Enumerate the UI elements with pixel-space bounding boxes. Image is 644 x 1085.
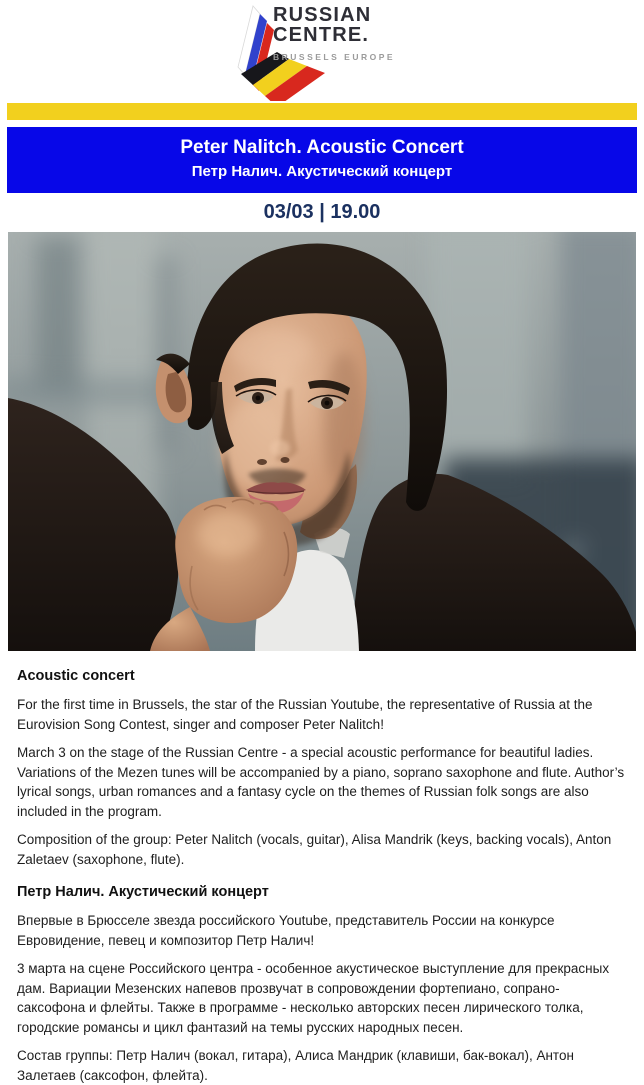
logo-subtitle: BRUSSELS EUROPE [273, 52, 396, 62]
description-ru [17, 882, 627, 1085]
logo-title-line1: RUSSIAN [273, 4, 372, 26]
heading-en: Acoustic concert [17, 668, 135, 684]
yellow-divider [7, 103, 637, 120]
paragraph-en-1: For the first time in Brussels, the star of the Russian Youtube, the representative of Russia at the Eurovision Song Contest, singer and composer Peter Nalitch! [17, 697, 593, 732]
paragraph-ru-2: 3 марта на сцене Российского центра - особенное акустическое выступление для прекрасных дам. Вариации Мезенских напевов прозвучат в сопровождении фортепиано, сопрано-саксофона и флейты. Также в программе - несколько авторских песен лирического толка, городские романсы и цикл фантазий на темы русских народных песен. [17, 961, 610, 1035]
logo-text [273, 6, 395, 62]
description-en [17, 666, 627, 869]
paragraph-ru-3: Состав группы: Петр Налич (вокал, гитара), Алиса Мандрик (клавиши, бак-вокал), Антон Залетаев (саксофон, флейта). [17, 1048, 574, 1083]
portrait-illustration [8, 232, 636, 651]
event-title-ru: Петр Налич. Акустический концерт [191, 163, 453, 180]
peter-nalitch-portrait-photo [8, 232, 636, 651]
heading-ru: Петр Налич. Акустический концерт [17, 884, 269, 900]
paragraph-en-3: Composition of the group: Peter Nalitch (vocals, guitar), Alisa Mandrik (keys, backing vocals), Anton Zaletaev (saxophone, flute). [17, 832, 612, 867]
event-description [0, 651, 644, 1085]
event-title-en: Peter Nalitch. Acoustic Concert [180, 137, 464, 158]
paragraph-en-2: March 3 on the stage of the Russian Centre - a special acoustic performance for beautiful ladies. Variations of the Mezen tunes will be accompanied by a piano, soprano saxophone and flute. Author’s lyrical songs, urban romances and a fantasy cycle on the themes of Russian folk songs are also included in the program. [17, 745, 625, 819]
russian-centre-logo[interactable] [229, 3, 415, 101]
logo-title-line2: CENTRE. [273, 23, 370, 46]
header [0, 0, 644, 103]
event-datetime: 03/03 | 19.00 [263, 201, 381, 223]
event-title-banner [7, 127, 637, 193]
paragraph-ru-1: Впервые в Брюсселе звезда российского Youtube, представитель России на конкурсе Евровидение, певец и композитор Петр Налич! [17, 913, 555, 948]
